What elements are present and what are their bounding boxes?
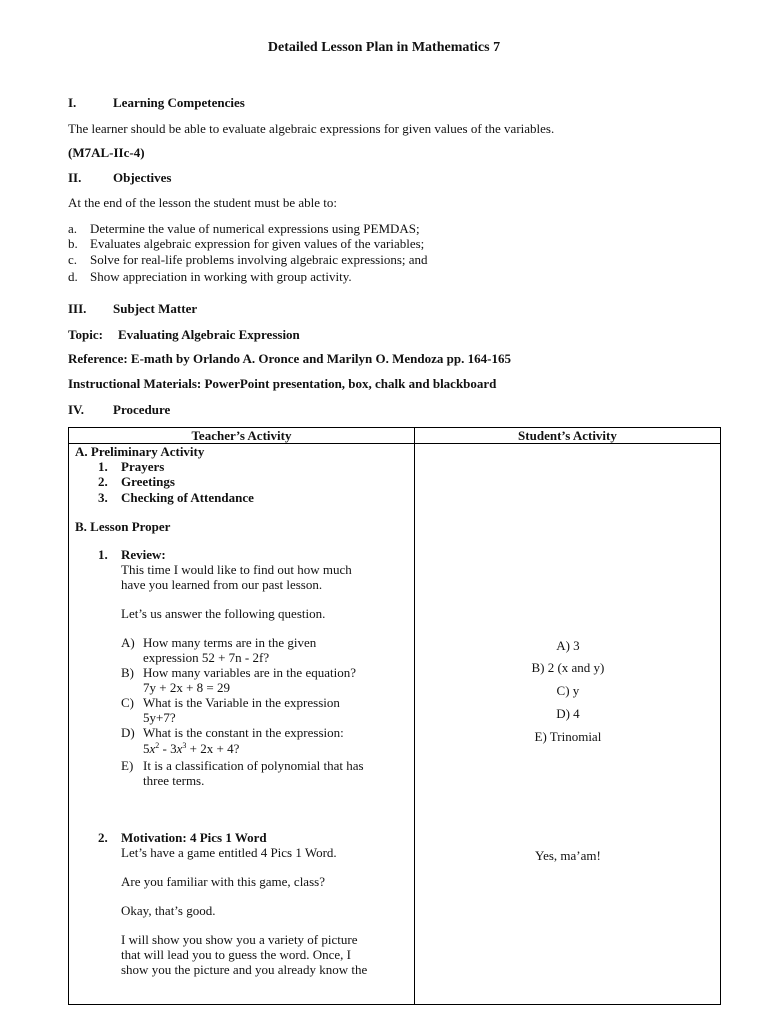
teacher-activity-cell: [69, 444, 415, 1005]
objective-text: Determine the value of numerical expressions using PEMDAS;: [90, 221, 420, 236]
objective-letter: b.: [68, 236, 78, 251]
question-text: 5y+7?: [143, 710, 176, 725]
section-3-label: Subject Matter: [113, 301, 198, 316]
motivation-text: Let’s have a game entitled 4 Pics 1 Word.: [121, 845, 337, 860]
section-2-number: II.: [68, 170, 82, 185]
prelim-item: Prayers: [121, 459, 165, 474]
section-1-number: I.: [68, 95, 77, 110]
prelim-item: Greetings: [121, 474, 175, 489]
competency-code: (M7AL-IIc-4): [68, 145, 145, 160]
student-activity-cell: [414, 444, 720, 1005]
motivation-number: 2.: [98, 830, 108, 845]
motivation-text: I will show you show you a variety of picture: [121, 932, 358, 947]
question-text: expression 52 + 7n - 2f?: [143, 650, 270, 665]
section-2-label: Objectives: [113, 170, 172, 185]
motivation-text: Okay, that’s good.: [121, 903, 216, 918]
question-text: How many terms are in the given: [143, 635, 317, 650]
competency-text: The learner should be able to evaluate algebraic expressions for given values of the variables.: [68, 121, 555, 136]
section-4-label: Procedure: [113, 402, 171, 417]
question-text: It is a classification of polynomial that has: [143, 758, 364, 773]
question-letter: D): [121, 725, 135, 740]
student-answer: C) y: [556, 683, 580, 698]
section-1-label: Learning Competencies: [113, 95, 245, 110]
objective-text: Solve for real-life problems involving algebraic expressions; and: [90, 252, 428, 267]
prelim-number: 2.: [98, 474, 108, 489]
question-expression: $5x^2 - 3x^3 + 2x + 4$?: [143, 741, 240, 756]
objective-letter: a.: [68, 221, 78, 236]
topic-label: Topic:: [68, 327, 103, 342]
section-3-number: III.: [68, 301, 87, 316]
reference-text: Reference: E-math by Orlando A. Oronce and Marilyn O. Mendoza pp. 164-165: [68, 351, 511, 366]
question-letter: E): [121, 758, 134, 773]
motivation-text: that will lead you to guess the word. Once, I: [121, 947, 351, 962]
review-text: This time I would like to find out how much: [121, 562, 352, 577]
objective-letter: c.: [68, 252, 78, 267]
topic-value: Evaluating Algebraic Expression: [118, 327, 300, 342]
question-letter: C): [121, 695, 134, 710]
review-prompt: Let’s us answer the following question.: [121, 606, 326, 621]
question-text: three terms.: [143, 773, 205, 788]
objective-text: Evaluates algebraic expression for given values of the variables;: [90, 236, 425, 251]
review-number: 1.: [98, 547, 108, 562]
question-letter: A): [121, 635, 135, 650]
student-answer: A) 3: [556, 638, 580, 653]
prelim-item: Checking of Attendance: [121, 490, 254, 505]
student-answer: E) Trinomial: [534, 729, 602, 744]
question-text: How many variables are in the equation?: [143, 665, 356, 680]
motivation-text: Are you familiar with this game, class?: [121, 874, 325, 889]
materials-text: Instructional Materials: PowerPoint presentation, box, chalk and blackboard: [68, 376, 497, 391]
question-letter: B): [121, 665, 134, 680]
student-answer: D) 4: [556, 706, 580, 721]
student-answer: B) 2 (x and y): [531, 660, 605, 675]
question-text: What is the Variable in the expression: [143, 695, 340, 710]
preliminary-heading: A. Preliminary Activity: [75, 444, 205, 459]
question-text: 7y + 2x + 8 = 29: [143, 680, 230, 695]
review-heading: Review:: [121, 547, 166, 562]
prelim-number: 1.: [98, 459, 108, 474]
prelim-number: 3.: [98, 490, 108, 505]
motivation-text: show you the picture and you already know the: [121, 962, 368, 977]
section-4-number: IV.: [68, 402, 85, 417]
page-title: Detailed Lesson Plan in Mathematics 7: [267, 40, 501, 55]
objectives-intro: At the end of the lesson the student must be able to:: [68, 195, 337, 210]
student-activity-header: Student’s Activity: [414, 428, 720, 444]
student-reply: Yes, ma’am!: [535, 848, 601, 863]
review-text: have you learned from our past lesson.: [121, 577, 323, 592]
procedure-table: [68, 427, 721, 1005]
question-text: What is the constant in the expression:: [143, 725, 344, 740]
objective-text: Show appreciation in working with group activity.: [90, 269, 352, 284]
objective-letter: d.: [68, 269, 78, 284]
teacher-activity-header: Teacher’s Activity: [69, 428, 415, 444]
lesson-proper-heading: B. Lesson Proper: [75, 519, 171, 534]
motivation-heading: Motivation: 4 Pics 1 Word: [121, 830, 267, 845]
